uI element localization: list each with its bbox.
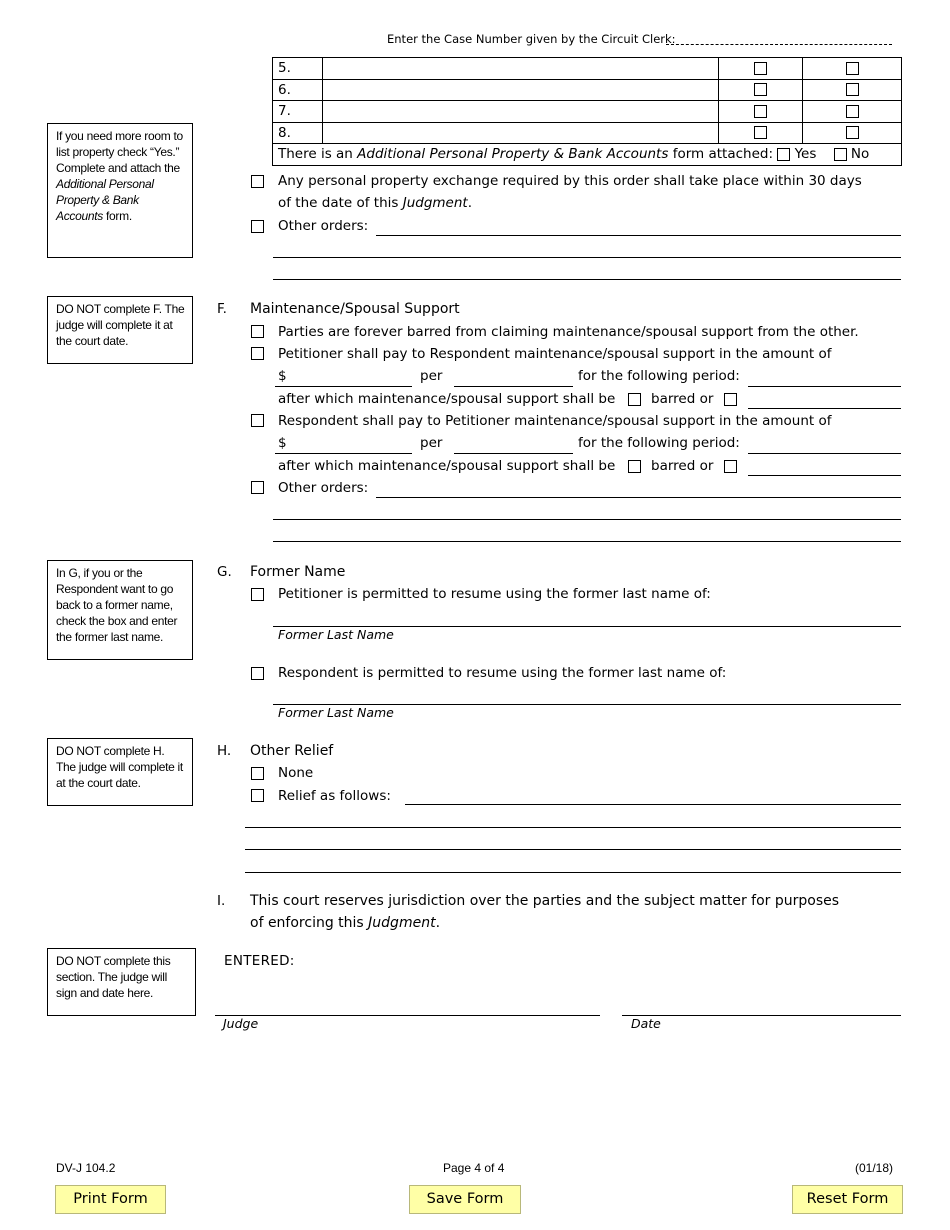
section-h-letter: H.: [217, 743, 232, 759]
date-label: Date: [631, 1016, 661, 1031]
f-other-orders-checkbox[interactable]: [251, 481, 264, 494]
section-g-letter: G.: [217, 564, 232, 580]
form-version: (01/18): [855, 1161, 894, 1175]
table-row: 6.: [273, 79, 902, 101]
property-field[interactable]: [322, 101, 718, 123]
pet-other-checkbox[interactable]: [724, 393, 737, 406]
entered-label: ENTERED:: [224, 953, 295, 969]
save-form-button[interactable]: Save Form: [409, 1185, 521, 1214]
table-row: 7.: [273, 101, 902, 123]
table-row: 5.: [273, 58, 902, 80]
case-number-label: Enter the Case Number given by the Circuit Clerk:: [387, 32, 676, 46]
exchange-text-2: of the date of this Judgment.: [278, 195, 472, 211]
none-checkbox[interactable]: [251, 767, 264, 780]
relief-field-3[interactable]: [245, 849, 901, 850]
property-field[interactable]: [322, 58, 718, 80]
additional-no-checkbox[interactable]: [834, 148, 847, 161]
date-line[interactable]: [622, 1015, 901, 1016]
resp-barred-checkbox[interactable]: [628, 460, 641, 473]
f-other-orders-label: Other orders:: [278, 480, 369, 496]
page-number: Page 4 of 4: [443, 1161, 505, 1175]
respondent-name-checkbox[interactable]: [251, 667, 264, 680]
f-other-orders-field-3[interactable]: [273, 541, 901, 542]
per-label: per: [420, 368, 443, 384]
section-i-letter: I.: [217, 893, 226, 909]
dollar-sign: $: [278, 368, 287, 384]
table-row: 8.: [273, 122, 902, 144]
barred-or-label: barred or: [651, 391, 714, 407]
resp-other-checkbox[interactable]: [724, 460, 737, 473]
former-last-name-label: Former Last Name: [278, 705, 394, 720]
respondent-pays-text: Respondent shall pay to Petitioner maintenance/spousal support in the amount of: [278, 413, 832, 429]
respondent-pays-checkbox[interactable]: [251, 414, 264, 427]
pet-other-field[interactable]: [748, 408, 901, 409]
other-orders-field-2[interactable]: [273, 257, 901, 258]
petitioner-pays-text: Petitioner shall pay to Respondent maintenance/spousal support in the amount of: [278, 346, 832, 362]
exchange-text: Any personal property exchange required by this order shall take place within 30 days: [278, 173, 862, 189]
after-text: after which maintenance/spousal support shall be: [278, 391, 616, 407]
period-label: for the following period:: [578, 435, 740, 451]
pet-period-field[interactable]: [748, 386, 901, 387]
resp-other-field[interactable]: [748, 475, 901, 476]
pet-amount-field[interactable]: [275, 386, 412, 387]
resp-per-field[interactable]: [454, 453, 573, 454]
former-last-name-label: Former Last Name: [278, 627, 394, 642]
barred-checkbox[interactable]: [251, 325, 264, 338]
checkbox[interactable]: [754, 62, 767, 75]
additional-yes-checkbox[interactable]: [777, 148, 790, 161]
barred-or-label: barred or: [651, 458, 714, 474]
relief-field-4[interactable]: [245, 872, 901, 873]
reset-form-button[interactable]: Reset Form: [792, 1185, 903, 1214]
section-i-text-2: of enforcing this Judgment.: [250, 915, 441, 931]
section-i-text: This court reserves jurisdiction over the parties and the subject matter for purposes: [250, 893, 840, 909]
petitioner-name-checkbox[interactable]: [251, 588, 264, 601]
barred-text: Parties are forever barred from claiming maintenance/spousal support from the other.: [278, 324, 859, 340]
relief-checkbox[interactable]: [251, 789, 264, 802]
none-label: None: [278, 765, 314, 781]
section-g-title: Former Name: [250, 564, 346, 580]
f-other-orders-field[interactable]: [376, 497, 901, 498]
section-h-title: Other Relief: [250, 743, 334, 759]
petitioner-name-text: Petitioner is permitted to resume using the former last name of:: [278, 586, 711, 602]
note-section-h: DO NOT complete H. The judge will complete it at the court date.: [47, 738, 193, 806]
checkbox[interactable]: [846, 126, 859, 139]
relief-field[interactable]: [405, 804, 901, 805]
resp-amount-field[interactable]: [275, 453, 412, 454]
checkbox[interactable]: [754, 105, 767, 118]
relief-field-2[interactable]: [245, 827, 901, 828]
judge-label: Judge: [223, 1016, 259, 1031]
section-f-letter: F.: [217, 301, 227, 317]
pet-barred-checkbox[interactable]: [628, 393, 641, 406]
resp-period-field[interactable]: [748, 453, 901, 454]
note-section-g: In G, if you or the Respondent want to go back to a former name, check the box and enter the former last name.: [47, 560, 193, 660]
respondent-name-text: Respondent is permitted to resume using the former last name of:: [278, 665, 727, 681]
after-text: after which maintenance/spousal support shall be: [278, 458, 616, 474]
note-more-room: If you need more room to list property check “Yes.” Complete and attach the Additional Personal Property & Bank Accounts form.: [47, 123, 193, 258]
petitioner-pays-checkbox[interactable]: [251, 347, 264, 360]
relief-label: Relief as follows:: [278, 788, 391, 804]
property-field[interactable]: [322, 79, 718, 101]
judge-signature-line[interactable]: [215, 1015, 600, 1016]
property-field[interactable]: [322, 122, 718, 144]
form-id: DV-J 104.2: [56, 1161, 116, 1175]
note-signature: DO NOT complete this section. The judge will sign and date here.: [47, 948, 196, 1016]
print-form-button[interactable]: Print Form: [55, 1185, 166, 1214]
property-table: [272, 57, 902, 166]
period-label: for the following period:: [578, 368, 740, 384]
checkbox[interactable]: [846, 83, 859, 96]
other-orders-label: Other orders:: [278, 218, 369, 234]
checkbox[interactable]: [754, 126, 767, 139]
f-other-orders-field-2[interactable]: [273, 519, 901, 520]
other-orders-checkbox[interactable]: [251, 220, 264, 233]
checkbox[interactable]: [846, 105, 859, 118]
other-orders-field-3[interactable]: [273, 279, 901, 280]
checkbox[interactable]: [754, 83, 767, 96]
per-label: per: [420, 435, 443, 451]
note-section-f: DO NOT complete F. The judge will complete it at the court date.: [47, 296, 193, 364]
checkbox[interactable]: [846, 62, 859, 75]
dollar-sign: $: [278, 435, 287, 451]
additional-form-row: There is an Additional Personal Property & Bank Accounts form attached: Yes No: [273, 144, 902, 166]
section-f-title: Maintenance/Spousal Support: [250, 301, 460, 317]
exchange-checkbox[interactable]: [251, 175, 264, 188]
pet-per-field[interactable]: [454, 386, 573, 387]
other-orders-field[interactable]: [376, 235, 901, 236]
case-number-field[interactable]: [666, 44, 892, 45]
